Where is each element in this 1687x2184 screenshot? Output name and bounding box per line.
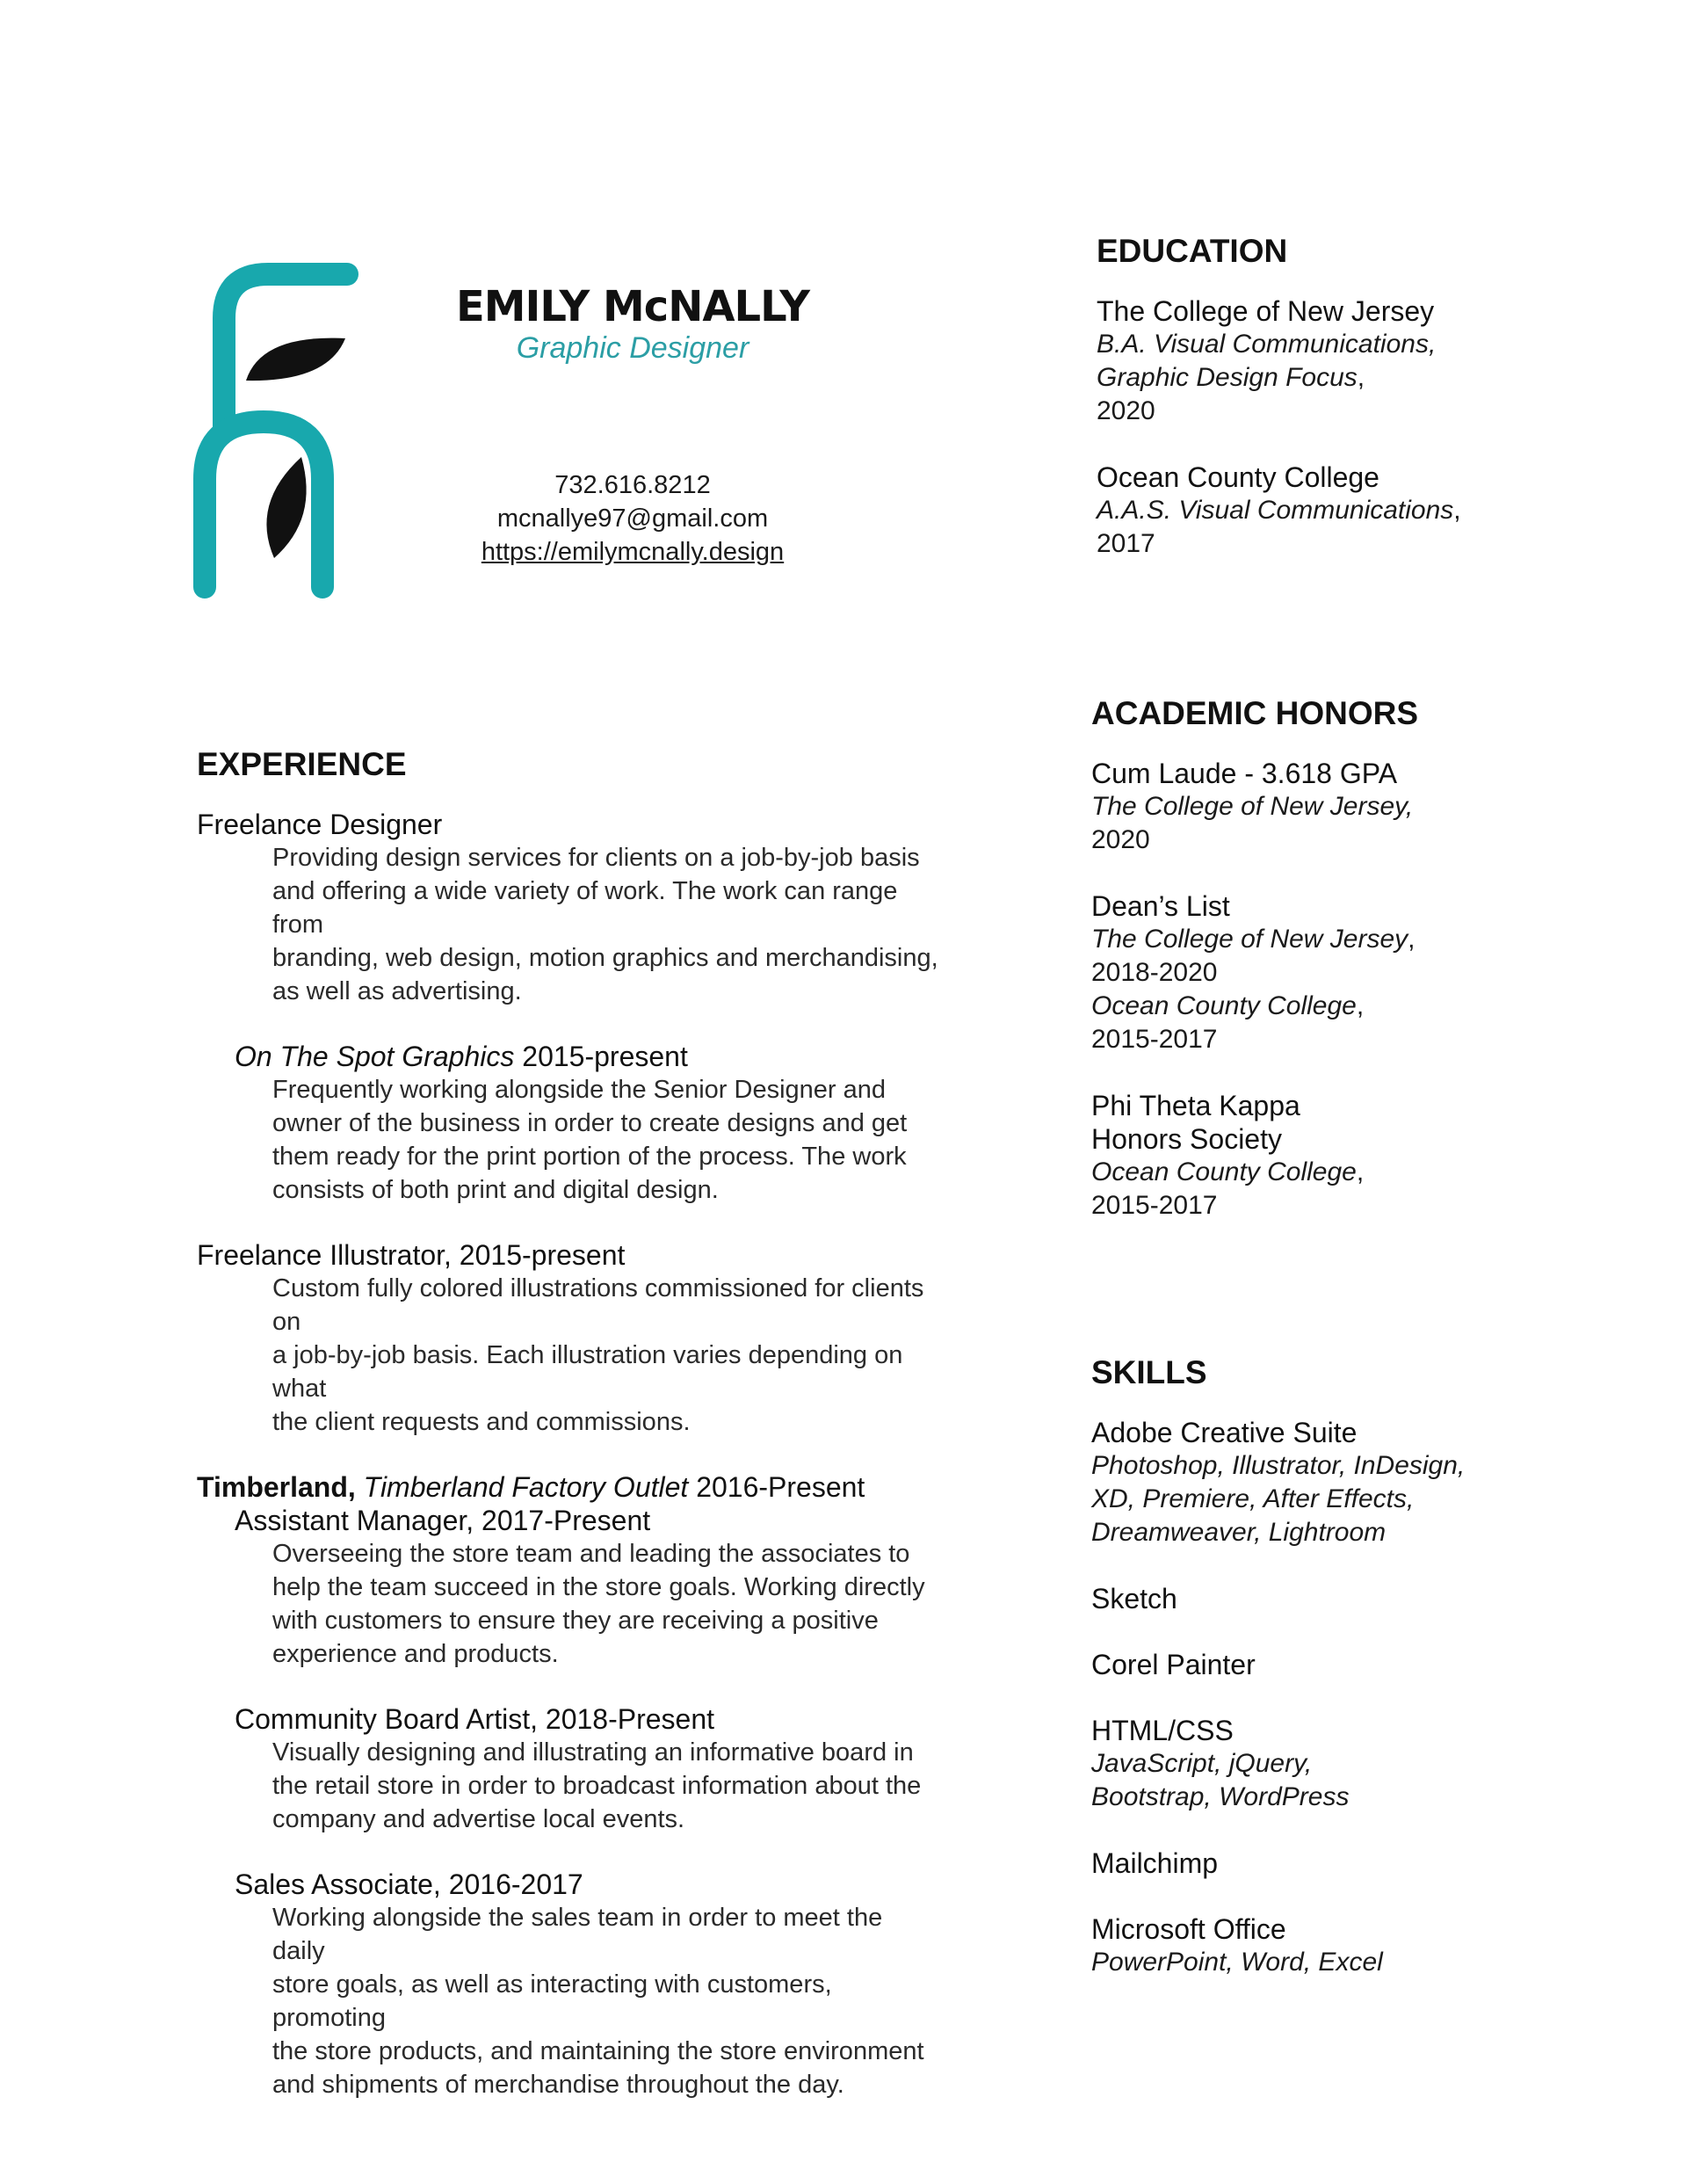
job-title: Graphic Designer: [516, 331, 749, 365]
experience-heading: EXPERIENCE: [197, 746, 407, 782]
skill-title: Microsoft Office: [1091, 1912, 1286, 1945]
honors-section: [1091, 696, 1654, 1255]
education-item-tcnj: [1097, 294, 1659, 428]
graduation-year: 2020: [1097, 395, 1155, 425]
job-description-line: Working alongside the sales team in order to meet the daily: [272, 1903, 883, 1965]
job-description-line: consists of both print and digital design.: [272, 1175, 719, 1204]
experience-item-freelance-illustrator: [197, 1238, 1005, 1439]
school-name: Ocean County College: [1097, 461, 1379, 493]
experience-item-freelance-designer: [197, 808, 1005, 1008]
skill-title: HTML/CSS: [1091, 1714, 1234, 1746]
job-description-line: branding, web design, motion graphics and merchandising,: [272, 943, 938, 972]
honor-item-phi-theta-kappa: [1091, 1089, 1654, 1223]
job-description-line: Custom fully colored illustrations commissioned for clients on: [272, 1273, 924, 1336]
graduation-year: 2017: [1097, 528, 1155, 558]
honor-year: 2015-2017: [1091, 1190, 1218, 1220]
contact-block: [413, 468, 852, 569]
education-heading: EDUCATION: [1097, 233, 1288, 269]
honors-heading: ACADEMIC HONORS: [1091, 695, 1419, 731]
job-description-line: with customers to ensure they are receiving a positive: [272, 1606, 879, 1635]
honor-item-cum-laude: [1091, 757, 1654, 857]
honor-item-deans-list: [1091, 889, 1654, 1056]
skill-item-html-css: [1091, 1714, 1654, 1814]
school-name: The College of New Jersey: [1097, 294, 1435, 327]
honor-title-line2: Honors Society: [1091, 1122, 1282, 1155]
email-address[interactable]: mcnallye97@gmail.com: [496, 504, 769, 533]
job-title: On The Spot Graphics 2015-present: [235, 1040, 688, 1072]
skill-item-mailchimp: [1091, 1847, 1654, 1880]
em-monogram-logo: [189, 259, 400, 602]
education-item-occ: [1097, 461, 1659, 561]
logo-leaf-vertical: [266, 457, 306, 558]
honor-title: Dean’s List: [1091, 889, 1230, 922]
job-description-line: store goals, as well as interacting with customers, promoting: [272, 1970, 832, 2032]
role-title: Sales Associate, 2016-2017: [235, 1868, 583, 1900]
honor-school: The College of New Jersey,: [1091, 924, 1415, 954]
skill-detail: XD, Premiere, After Effects,: [1091, 1484, 1415, 1513]
job-description-line: Visually designing and illustrating an informative board in: [272, 1738, 914, 1767]
skill-title: Corel Painter: [1091, 1648, 1256, 1680]
skill-title: Sketch: [1091, 1582, 1177, 1614]
experience-item-sales-associate: [197, 1868, 1005, 2101]
job-description-line: the store products, and maintaining the store environment: [272, 2036, 924, 2065]
degree: B.A. Visual Communications,: [1097, 329, 1437, 359]
experience-item-on-the-spot: [197, 1040, 1005, 1207]
job-description-line: experience and products.: [272, 1639, 559, 1668]
skill-detail: JavaScript, jQuery,: [1091, 1748, 1313, 1778]
job-title: Freelance Designer: [197, 808, 443, 840]
candidate-name: EMILY McNALLY: [456, 282, 809, 331]
skill-detail: PowerPoint, Word, Excel: [1091, 1947, 1383, 1977]
job-description-line: owner of the business in order to create designs and get: [272, 1108, 908, 1137]
degree-focus: Graphic Design Focus,: [1097, 362, 1365, 392]
skill-detail: Photoshop, Illustrator, InDesign,: [1091, 1450, 1466, 1480]
skill-item-ms-office: [1091, 1912, 1654, 1979]
website-link[interactable]: https://emilymcnally.design: [481, 538, 785, 566]
job-description-line: and shipments of merchandise throughout the day.: [272, 2070, 844, 2099]
job-description-line: as well as advertising.: [272, 976, 522, 1005]
honor-year: 2015-2017: [1091, 1024, 1218, 1054]
phone-number: 732.616.8212: [554, 471, 711, 499]
job-description-line: company and advertise local events.: [272, 1804, 685, 1833]
experience-item-timberland: [197, 1470, 1005, 1671]
honor-school: Ocean County College,: [1091, 990, 1365, 1020]
honor-school: Ocean County College,: [1091, 1157, 1365, 1186]
job-description-line: Frequently working alongside the Senior Designer and: [272, 1075, 887, 1104]
skill-item-corel: [1091, 1648, 1654, 1681]
skills-section: [1091, 1355, 1654, 2012]
honor-title: Phi Theta Kappa: [1091, 1089, 1300, 1121]
job-description-line: a job-by-job basis. Each illustration varies depending on what: [272, 1340, 903, 1403]
job-description-line: Overseeing the store team and leading the associates to: [272, 1539, 910, 1568]
degree: A.A.S. Visual Communications,: [1097, 495, 1461, 525]
skill-title: Adobe Creative Suite: [1091, 1416, 1358, 1448]
job-description-line: help the team succeed in the store goals. Working directly: [272, 1572, 925, 1601]
job-description-line: them ready for the print portion of the process. The work: [272, 1142, 907, 1171]
skill-title: Mailchimp: [1091, 1847, 1219, 1879]
honor-year: 2018-2020: [1091, 957, 1218, 987]
skills-heading: SKILLS: [1091, 1354, 1207, 1390]
honor-year: 2020: [1091, 824, 1150, 854]
skill-detail: Dreamweaver, Lightroom: [1091, 1517, 1387, 1547]
skill-item-sketch: [1091, 1582, 1654, 1615]
job-description-line: the retail store in order to broadcast information about the: [272, 1771, 922, 1800]
role-title: Community Board Artist, 2018-Present: [235, 1702, 715, 1735]
role-title: Assistant Manager, 2017-Present: [235, 1504, 651, 1536]
job-description-line: Providing design services for clients on a job-by-job basis: [272, 843, 920, 872]
job-title: Freelance Illustrator, 2015-present: [197, 1238, 626, 1271]
employer-title: Timberland, Timberland Factory Outlet 2016-Present: [197, 1470, 865, 1503]
job-description-line: and offering a wide variety of work. The work can range from: [272, 876, 898, 939]
skill-item-adobe: [1091, 1416, 1654, 1549]
logo-leaf-horizontal: [246, 338, 345, 381]
skill-detail: Bootstrap, WordPress: [1091, 1781, 1350, 1811]
honor-school: The College of New Jersey,: [1091, 791, 1414, 821]
experience-section: [197, 747, 1005, 2133]
honor-title: Cum Laude - 3.618 GPA: [1091, 757, 1398, 789]
education-section: [1097, 234, 1659, 593]
job-description-line: the client requests and commissions.: [272, 1407, 691, 1436]
experience-item-community-board: [197, 1702, 1005, 1836]
